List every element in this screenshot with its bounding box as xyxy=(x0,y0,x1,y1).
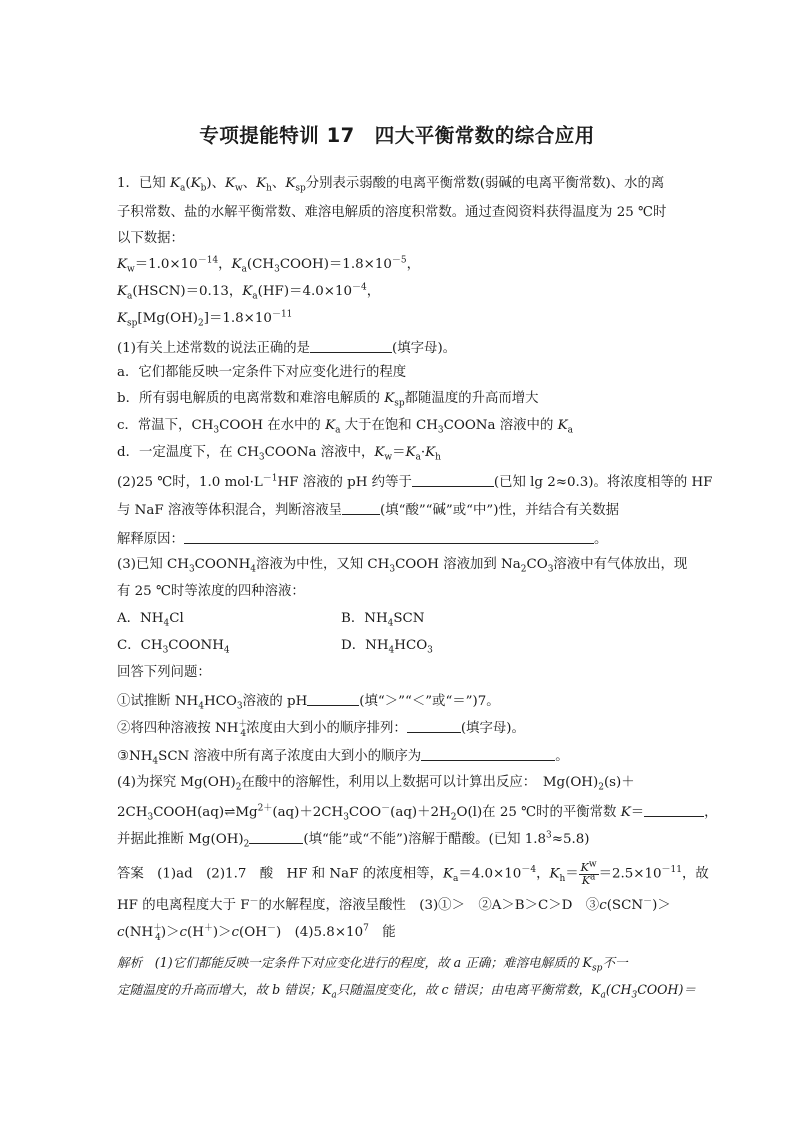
text: 2CH xyxy=(117,805,148,820)
text: (CH xyxy=(605,982,632,997)
text: K xyxy=(549,866,560,882)
text: a xyxy=(590,871,596,882)
text: (s)＋ xyxy=(603,775,635,790)
text: 。 xyxy=(555,749,569,764)
text: HCO xyxy=(394,638,428,653)
text: 的水解程度，溶液呈酸性 (3)①＞ ②A＞B＞C＞D ③ xyxy=(258,898,600,913)
text: ]＝1.8×10 xyxy=(203,311,272,326)
text: a xyxy=(453,874,459,885)
text: COONa 溶液中， xyxy=(264,445,375,460)
fraction-denominator xyxy=(579,871,599,887)
text: K xyxy=(582,955,592,970)
text: 大于在饱和 CH xyxy=(340,418,438,433)
text: ③NH xyxy=(117,749,153,764)
text: h xyxy=(435,452,441,463)
text: h xyxy=(559,874,566,885)
text: w xyxy=(588,859,597,870)
choice-b xyxy=(341,611,425,629)
text: 2 xyxy=(598,782,604,793)
text: )＞ xyxy=(160,925,180,940)
text: COOH)＝1.8×10 xyxy=(279,257,392,272)
text: ＝ xyxy=(630,805,645,820)
text: · xyxy=(420,445,426,460)
text: 都随温度的升高而增大 xyxy=(404,391,539,406)
text: ( xyxy=(185,176,191,191)
text: K xyxy=(117,311,128,326)
text: 3 xyxy=(437,425,444,436)
text: K xyxy=(580,861,589,874)
text: w xyxy=(127,264,135,275)
text: (NH xyxy=(124,925,154,940)
answer-blank[interactable] xyxy=(644,803,704,817)
text: K xyxy=(190,176,201,191)
text: ， xyxy=(704,805,718,820)
text: HCO xyxy=(203,694,237,709)
text: ＝ xyxy=(565,866,579,882)
text: 4 xyxy=(388,645,395,656)
text: ) (4)5.8×10 xyxy=(275,925,364,940)
text: 2 xyxy=(198,318,204,329)
text: 2 xyxy=(235,782,242,793)
text: ＝1.0×10 xyxy=(134,257,198,272)
part-2-line-2 xyxy=(117,501,619,517)
sub-questions-heading: 回答下列问题： xyxy=(117,665,211,680)
text: CO xyxy=(526,557,548,572)
text: K xyxy=(405,445,416,460)
text: (SCN xyxy=(606,898,644,913)
text: b．所有弱电解质的电离常数和难溶电解质的 xyxy=(117,391,385,406)
text: 3 xyxy=(147,812,154,823)
answer-blank[interactable] xyxy=(249,830,303,844)
text: ， xyxy=(536,866,550,882)
text: 能 xyxy=(368,925,396,940)
text: h xyxy=(266,183,272,194)
text: 3 xyxy=(547,564,554,575)
text: 3 xyxy=(389,564,396,575)
sub-question-3 xyxy=(117,747,569,767)
answer-blank[interactable] xyxy=(310,339,392,353)
choice-c xyxy=(117,638,230,656)
text: 答案 (1)ad (2)1.7 酸 HF 和 NaF 的浓度相等， xyxy=(117,866,443,882)
text: Cl xyxy=(169,611,184,626)
text: K xyxy=(117,284,128,299)
text: 、 xyxy=(242,176,257,191)
text: 3 xyxy=(258,452,265,463)
text: 解析 (1)它们都能反映一定条件下对应变化进行的程度，故 a 正确；难溶电解质的 xyxy=(117,955,583,970)
answer-blank[interactable] xyxy=(342,501,380,515)
choice-a xyxy=(117,611,184,629)
text: 溶液的 pH xyxy=(242,694,308,709)
text: a xyxy=(415,452,421,463)
text: ， xyxy=(406,257,420,272)
text: 3 xyxy=(162,645,169,656)
explanation-line-1 xyxy=(117,955,628,974)
text: K xyxy=(231,257,242,272)
text: 解释原因： xyxy=(117,532,184,547)
text: SCN 溶液中所有离子浓度由大到小的顺序为 xyxy=(158,749,422,764)
q1-line-1 xyxy=(117,176,665,194)
option-c xyxy=(117,418,573,436)
q1-line-2: 子积常数、盐的水解平衡常数、难溶电解质的溶度积常数。通过查阅资料获得温度为 25 ℃时 xyxy=(117,205,667,220)
part-4-line-1 xyxy=(117,775,635,793)
text: 在酸中的溶解性，利用以上数据可以计算出反应： Mg(OH) xyxy=(241,775,599,790)
text: ，故 xyxy=(682,866,709,882)
text: 2 xyxy=(450,812,457,823)
text: a xyxy=(331,990,337,1001)
option-d xyxy=(117,445,441,463)
text: (填“酸”“碱”或“中”)性，并结合有关数据 xyxy=(379,503,619,518)
text: (填字母)。 xyxy=(460,721,525,736)
text: ＝ xyxy=(392,445,406,460)
text: [Mg(OH) xyxy=(137,311,199,326)
answer-line-1 xyxy=(117,859,709,887)
text: 4 xyxy=(223,645,230,656)
text: － xyxy=(249,896,259,907)
text: (填“＞”“＜”或“＝”)7。 xyxy=(359,694,500,709)
text: 3 xyxy=(546,830,552,841)
text: 4 xyxy=(250,564,257,575)
text: 3 xyxy=(213,425,220,436)
text: a xyxy=(241,264,247,275)
text: b xyxy=(200,183,207,194)
sub-question-2 xyxy=(117,719,525,739)
text: K xyxy=(169,176,180,191)
text: SCN xyxy=(393,611,425,626)
text: ， xyxy=(366,284,381,299)
text: ＝4.0×10 xyxy=(458,866,522,882)
text: 不一 xyxy=(602,955,628,970)
text: (已知 lg 2≈0.3)。将浓度相等的 HF xyxy=(493,475,713,490)
text: ≈5.8) xyxy=(551,832,590,847)
text: ＋ xyxy=(153,923,163,934)
text: － xyxy=(643,896,653,907)
text: 浓度由大到小的顺序排列： xyxy=(246,721,407,736)
text: sp xyxy=(127,318,138,329)
text: －1 xyxy=(262,473,278,484)
text: c xyxy=(179,925,187,940)
text: (填“能”或“不能”)溶解于醋酸。(已知 1.8 xyxy=(303,832,547,847)
text: 2 xyxy=(243,839,250,850)
text: －4 xyxy=(521,865,537,876)
part-4-line-2 xyxy=(117,803,718,823)
text: 、 xyxy=(271,176,286,191)
text: HF 的电离程度大于 F xyxy=(117,898,250,913)
text: ＋ xyxy=(203,923,213,934)
text: K xyxy=(242,284,253,299)
text: (3)已知 CH xyxy=(117,557,189,572)
data-line-2 xyxy=(117,282,381,302)
text: K xyxy=(117,257,128,272)
data-line-1 xyxy=(117,255,420,275)
text: Mg xyxy=(235,805,258,820)
text: COOH 溶液加到 Na xyxy=(395,557,521,572)
text: K xyxy=(325,418,336,433)
text: 溶液为中性，又知 CH xyxy=(256,557,390,572)
part-1-prompt xyxy=(117,339,456,355)
page-title: 专项提能特训 17 四大平衡常数的综合应用 xyxy=(199,124,595,147)
text: 3 xyxy=(343,812,349,823)
text: －5 xyxy=(391,255,407,266)
text: a xyxy=(252,291,258,302)
text: (HF)＝4.0×10 xyxy=(257,284,353,299)
text: 4 xyxy=(155,932,161,943)
text: K xyxy=(256,176,267,191)
text: ＋ xyxy=(238,719,248,730)
text: COONH xyxy=(168,638,224,653)
text: ②将四种溶液按 NH xyxy=(117,721,239,736)
part-4-line-3 xyxy=(117,830,590,850)
answer-blank[interactable] xyxy=(412,473,494,487)
data-line-3 xyxy=(117,309,293,329)
text: 2＋ xyxy=(257,803,273,814)
text: A．NH xyxy=(117,611,164,626)
text: K xyxy=(384,391,395,406)
text: 与 NaF 溶液等体积混合，判断溶液呈 xyxy=(117,503,342,518)
part-3-line-2: 有 25 ℃时等浓度的四种溶液： xyxy=(117,584,305,599)
answer-blank[interactable] xyxy=(407,719,461,733)
sub-question-1 xyxy=(117,692,500,712)
text: K xyxy=(620,805,631,820)
text: D．NH xyxy=(341,638,389,653)
text: COOH 在水中的 xyxy=(219,418,326,433)
q1-line-3: 以下数据： xyxy=(117,231,184,246)
part-2-line-3 xyxy=(117,530,607,546)
text: sp xyxy=(394,398,405,409)
text: 3 xyxy=(274,264,280,275)
text: (aq)＋2CH xyxy=(272,805,344,820)
text: (H xyxy=(187,925,204,940)
text: －14 xyxy=(197,255,219,266)
text: 3 xyxy=(631,990,638,1001)
text: ①试推断 NH xyxy=(117,694,199,709)
answer-blank[interactable] xyxy=(184,530,594,544)
text: 定随温度的升高而增大，故 b 错误； xyxy=(117,982,322,997)
text: K xyxy=(224,176,235,191)
text: (HSCN)＝0.13， xyxy=(132,284,243,299)
text: a xyxy=(127,291,133,302)
text: 4 xyxy=(163,618,170,629)
text: w xyxy=(235,183,243,194)
text: ， xyxy=(218,257,232,272)
text: a xyxy=(335,425,341,436)
text: COOH)＝ xyxy=(637,982,696,997)
text: ＝2.5×10 xyxy=(598,866,662,882)
text: COO xyxy=(348,805,382,820)
option-b xyxy=(117,391,539,409)
text: sp xyxy=(591,963,603,974)
equilibrium-arrow: ⇌ xyxy=(224,805,236,820)
text: HF 溶液的 pH 约等于 xyxy=(277,475,412,490)
text: a xyxy=(600,990,606,1001)
text: a xyxy=(179,183,186,194)
text: c xyxy=(599,898,607,913)
text: －11 xyxy=(271,309,293,320)
text: K xyxy=(285,176,296,191)
text: K xyxy=(591,982,601,997)
text: 溶液中有气体放出，现 xyxy=(553,557,688,572)
text: sp xyxy=(295,183,306,194)
text: －4 xyxy=(352,282,367,293)
text: c xyxy=(117,925,125,940)
text: － xyxy=(266,923,276,934)
text: (OH xyxy=(239,925,267,940)
text: 1．已知 xyxy=(117,176,170,191)
text: 3 xyxy=(427,645,433,656)
explanation-line-2 xyxy=(117,982,696,1001)
text: K xyxy=(581,873,591,887)
text: c xyxy=(231,925,240,940)
text: K xyxy=(374,445,385,460)
text: 。 xyxy=(593,532,608,547)
text: (1)有关上述常数的说法正确的是 xyxy=(117,341,311,356)
text: 只随温度变化，故 c 错误；由电离平衡常数， xyxy=(336,982,592,997)
text: )＞ xyxy=(212,925,232,940)
text: c．常温下，CH xyxy=(117,418,214,433)
text: K xyxy=(442,866,453,882)
part-3-line-1 xyxy=(117,557,688,575)
text: O(l)在 25 ℃时的平衡常数 xyxy=(456,805,621,820)
text: 4 xyxy=(387,618,394,629)
text: 4 xyxy=(240,728,247,739)
text: 4 xyxy=(198,701,204,712)
choice-d xyxy=(341,638,433,656)
text: －11 xyxy=(661,865,682,876)
text: (填字母)。 xyxy=(392,341,457,356)
text: C．CH xyxy=(117,638,163,653)
text: 3 xyxy=(236,701,243,712)
text: 3 xyxy=(188,564,195,575)
answer-blank[interactable] xyxy=(421,747,555,761)
text: K xyxy=(425,445,436,460)
text: K xyxy=(321,982,332,997)
text: COONa 溶液中的 xyxy=(443,418,558,433)
text: )、 xyxy=(206,176,225,191)
answer-blank[interactable] xyxy=(307,692,359,706)
text: 分别表示弱酸的电离平衡常数(弱碱的电离平衡常数)、水的离 xyxy=(305,176,665,191)
text: COOH(aq) xyxy=(153,805,225,820)
text: (2)25 ℃时，1.0 mol·L xyxy=(117,475,263,490)
answer-line-3 xyxy=(117,923,396,943)
text: (aq)＋2H xyxy=(390,805,451,820)
text: d．一定温度下，在 CH xyxy=(117,445,259,460)
part-2-line-1 xyxy=(117,473,712,489)
text: 7 xyxy=(363,923,369,934)
text: 4 xyxy=(152,756,159,767)
text: w xyxy=(384,452,393,463)
answer-line-2 xyxy=(117,896,671,913)
text: 2 xyxy=(520,564,527,575)
text: － xyxy=(381,803,391,814)
text: COONH xyxy=(194,557,251,572)
fraction xyxy=(579,859,599,887)
text: 并据此推断 Mg(OH) xyxy=(117,832,244,847)
text: a xyxy=(567,425,573,436)
text: K xyxy=(557,418,568,433)
text: (CH xyxy=(246,257,275,272)
text: (4)为探究 Mg(OH) xyxy=(117,775,236,790)
text: )＞ xyxy=(652,898,671,913)
text: B．NH xyxy=(341,611,388,626)
option-a: a．它们都能反映一定条件下对应变化进行的程度 xyxy=(117,365,407,380)
